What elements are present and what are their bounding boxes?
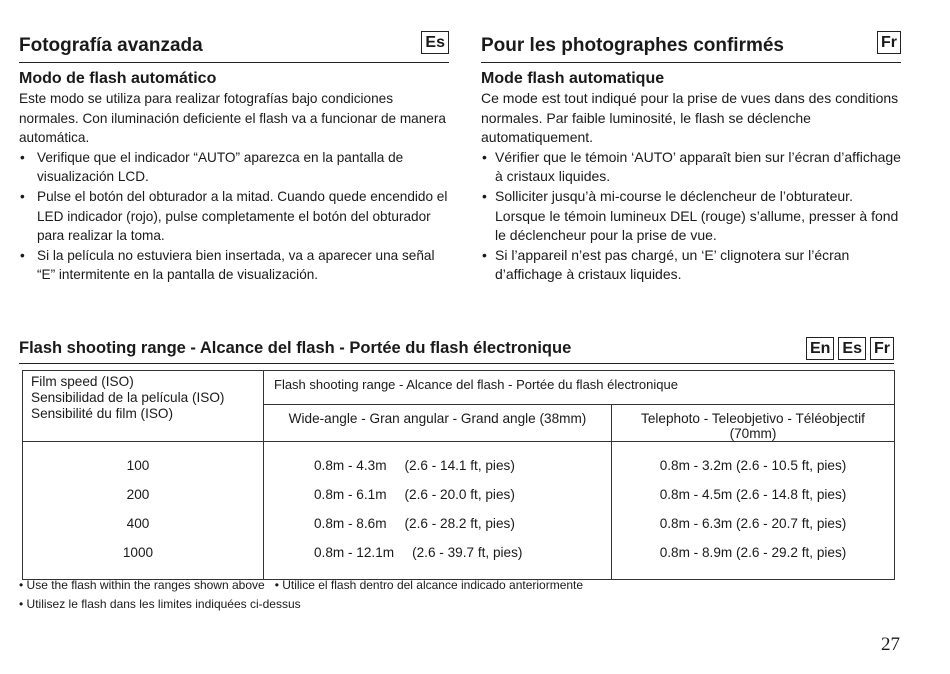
bullet-icon: • — [482, 246, 487, 263]
list-item: • Vérifier que le témoin ‘AUTO’ apparaît bien sur l’écran d’affichage à cristaux liquides. — [482, 148, 901, 185]
list-item: • Pulse el botón del obturador a la mitad. Cuando quede encendido el LED indicador (rojo), pulse completamente el botón del obturador para realizar la toma. — [20, 188, 448, 244]
film-speed-label-en: Film speed (ISO) — [31, 374, 134, 389]
film-speed-label-es: Sensibilidad de la película (ISO) — [31, 390, 225, 405]
french-bullet-list — [481, 148, 901, 285]
wide-angle-header: Wide-angle - Gran angular - Grand angle (38mm) — [264, 405, 612, 442]
telephoto-range: 0.8m - 6.3m (2.6 - 20.7 ft, pies) — [659, 516, 847, 531]
telephoto-header: Telephoto - Teleobjetivo - Téléobjectif (70mm) — [612, 405, 895, 442]
bullet-icon: • — [482, 187, 487, 204]
bullet-icon: • — [20, 149, 25, 165]
wide-angle-range: 0.8m - 4.3m (2.6 - 14.1 ft, pies) — [314, 458, 515, 473]
flash-range-table — [22, 370, 895, 580]
spanish-column — [19, 22, 449, 285]
language-badge-es: Es — [838, 337, 866, 360]
list-item: • Si l’appareil n’est pas chargé, un ‘E’ clignotera sur l’écran d’affichage à cristaux liquides. — [482, 246, 850, 283]
footnote-line — [19, 595, 583, 614]
list-item: • Solliciter jusqu’à mi-course le déclencheur de l’obturateur. Lorsque le témoin lumineux DEL (rouge) s’allume, presser à fond le déclencheur pour la prise de vue. — [482, 187, 899, 244]
footnote-fr: • Utilisez le flash dans les limites indiquées ci-dessus — [19, 597, 301, 611]
iso-value: 200 — [126, 487, 150, 502]
flash-range-header: Flash shooting range - Alcance del flash - Portée du flash électronique — [264, 371, 895, 405]
spanish-language-badge: Es — [421, 31, 449, 54]
film-speed-header — [23, 371, 264, 442]
footnote-line — [19, 576, 583, 595]
bullet-icon: • — [482, 148, 487, 165]
spanish-subtitle: Modo de flash automático — [19, 70, 217, 87]
wide-angle-values-cell — [264, 442, 612, 580]
language-badge-en: En — [806, 337, 834, 360]
french-section-title: Pour les photographes confirmés — [481, 35, 784, 56]
footnote-en: • Use the flash within the ranges shown above — [19, 578, 265, 592]
wide-angle-range: 0.8m - 8.6m (2.6 - 28.2 ft, pies) — [314, 516, 515, 531]
spanish-intro: Este modo se utiliza para realizar fotografías bajo condiciones normales. Con iluminación deficiente el flash va a funcionar de manera automática. — [19, 91, 446, 146]
telephoto-range: 0.8m - 8.9m (2.6 - 29.2 ft, pies) — [659, 545, 847, 560]
flash-range-heading — [19, 333, 894, 364]
table-header-row — [23, 371, 895, 405]
spanish-heading-row — [19, 22, 449, 63]
list-item: • Verifique que el indicador “AUTO” aparezca en la pantalla de visualización LCD. — [20, 149, 404, 185]
bullet-icon: • — [20, 247, 25, 263]
footnote-es: • Utilice el flash dentro del alcance indicado anteriormente — [274, 578, 584, 592]
iso-value: 1000 — [122, 545, 154, 560]
french-language-badge: Fr — [877, 31, 901, 54]
table-body-row — [23, 442, 895, 580]
telephoto-range: 0.8m - 4.5m (2.6 - 14.8 ft, pies) — [659, 487, 847, 502]
telephoto-values-cell — [612, 442, 895, 580]
wide-angle-range: 0.8m - 6.1m (2.6 - 20.0 ft, pies) — [314, 487, 515, 502]
spanish-section-title: Fotografía avanzada — [19, 35, 203, 56]
iso-value: 100 — [126, 458, 150, 473]
french-intro: Ce mode est tout indiqué pour la prise de vues dans des conditions normales. Par faible luminosité, le flash se déclenche automatiquement. — [481, 90, 899, 146]
iso-values-cell — [23, 442, 264, 580]
french-subtitle: Mode flash automatique — [481, 70, 665, 87]
language-badges — [802, 337, 894, 360]
iso-value: 400 — [126, 516, 150, 531]
footnotes — [19, 576, 583, 614]
french-column — [481, 22, 901, 285]
telephoto-range: 0.8m - 3.2m (2.6 - 10.5 ft, pies) — [659, 458, 847, 473]
list-item: • Si la película no estuviera bien insertada, va a aparecer una señal “E” intermitente en la pantalla de visualización. — [20, 247, 435, 283]
page-number: 27 — [881, 634, 900, 655]
french-heading-row — [481, 22, 901, 63]
spanish-bullet-list — [19, 148, 449, 285]
language-badge-fr: Fr — [870, 337, 894, 360]
wide-angle-range: 0.8m - 12.1m (2.6 - 39.7 ft, pies) — [314, 545, 523, 560]
flash-range-title: Flash shooting range - Alcance del flash - Portée du flash électronique — [19, 339, 572, 357]
bullet-icon: • — [20, 188, 25, 204]
film-speed-label-fr: Sensibilité du film (ISO) — [31, 406, 174, 421]
